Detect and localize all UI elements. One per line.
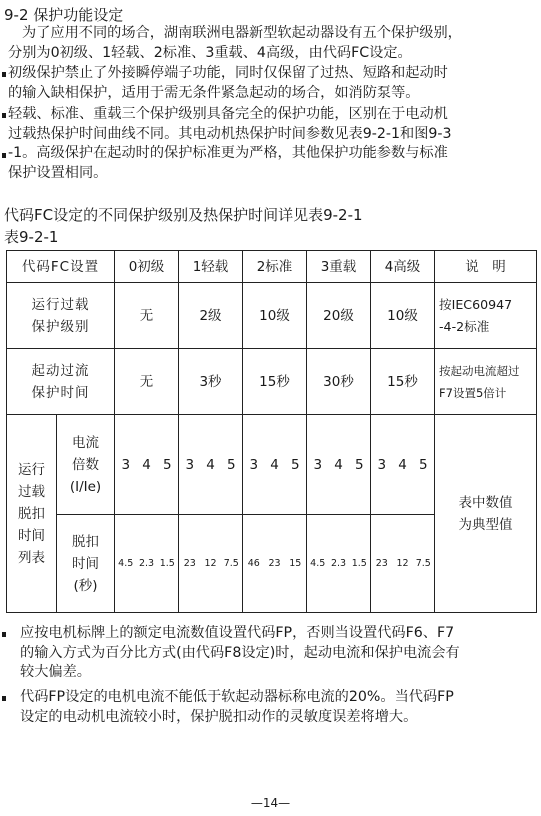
header-code-fc: 代码FC设置	[7, 251, 115, 283]
time-value: 2.3	[138, 557, 155, 569]
time-value: 12	[204, 557, 217, 569]
header-level-0: 0初级	[115, 251, 179, 283]
time-value: 23	[183, 557, 196, 569]
bullet-line: 初级保护禁止了外接瞬停端子功能，同时仅保留了过热、短路和起动时	[8, 65, 448, 81]
note-line: 按起动电流超过	[439, 363, 520, 378]
current-value: 3	[249, 456, 259, 473]
current-value: 5	[227, 456, 236, 473]
table-row-current	[7, 415, 537, 515]
bullet-line: 设定的电动机电流较小时，保护脱扣动作的灵敏度误差将增大。	[20, 708, 418, 725]
table-row-start	[7, 349, 537, 415]
table-label: 表9-2-1	[4, 228, 59, 246]
row-label-line: 起动过流	[31, 362, 90, 379]
bullet-min-current	[20, 688, 454, 727]
intro-paragraph-cont	[8, 44, 412, 64]
time-value: 7.5	[415, 557, 431, 569]
current-value: 5	[291, 456, 300, 473]
table-intro: 代码FC设定的不同保护级别及热保护时间详见表9-2-1	[4, 206, 363, 224]
row-label-line: 保护级别	[31, 318, 90, 335]
table-cell: 15秒	[243, 349, 307, 415]
current-cell	[115, 415, 179, 515]
time-value: 1.5	[159, 557, 175, 569]
table-cell: 2级	[179, 283, 243, 349]
note-line: 按IEC60947	[439, 296, 513, 312]
table-cell: 10级	[243, 283, 307, 349]
bullet-line: 的输入缺相保护，适用于需无条件紧急起动的场合，如消防泵等。	[8, 84, 420, 101]
table-header-row	[7, 251, 537, 283]
current-value: 3	[121, 456, 131, 473]
current-value: 5	[163, 456, 172, 473]
bullet-line: 过载热保护时间曲线不同。其电动机热保护时间参数见表9-2-1和图9-3	[8, 125, 452, 142]
row-note-start	[435, 349, 537, 415]
time-value: 12	[396, 557, 409, 569]
section-title: 9-2 保护功能设定	[4, 6, 124, 24]
sub-label-line: 脱扣	[72, 533, 99, 550]
table-cell: 无	[115, 349, 179, 415]
table-cell: 20级	[307, 283, 371, 349]
time-value: 23	[375, 557, 388, 569]
row-note-overload	[435, 283, 537, 349]
protection-table	[6, 250, 537, 613]
bullet-line: 应按电机标牌上的额定电流数值设置代码FP，否则当设置代码F6、F7	[20, 625, 455, 641]
note-line: 为典型值	[458, 516, 513, 533]
header-level-3: 3重载	[307, 251, 371, 283]
bullet-line: 保护设置相同。	[8, 164, 108, 181]
table-cell: 10级	[371, 283, 435, 349]
bullet-protection-levels	[8, 105, 452, 183]
table-cell: 15秒	[371, 349, 435, 415]
bullet-marker	[2, 113, 6, 118]
sub-label-line: (秒)	[73, 577, 98, 594]
time-cell	[307, 515, 371, 613]
group-label-line: 过载	[18, 483, 45, 500]
group-label-line: 脱扣	[18, 505, 45, 522]
table-row-overload	[7, 283, 537, 349]
bullet-marker	[2, 153, 6, 158]
sub-label-line: 时间	[72, 555, 99, 572]
row-label-trip-group	[7, 415, 57, 613]
sub-label-line: 倍数	[72, 456, 99, 473]
time-cell	[115, 515, 179, 613]
current-value: 3	[313, 456, 323, 473]
bullet-line: 代码FP设定的电机电流不能低于软起动器标称电流的20%。当代码FP	[20, 689, 454, 705]
time-value: 23	[268, 557, 281, 569]
bullet-line: -1。高级保护在起动时的保护标准更为严格，其他保护功能参数与标准	[8, 145, 448, 162]
time-value: 15	[289, 557, 302, 569]
bullet-line: 的输入方式为百分比方式(由代码F8设定)时，起动电流和保护电流会有	[20, 644, 460, 661]
current-cell	[371, 415, 435, 515]
bullet-line: 轻载、标准、重载三个保护级别具备完全的保护功能，区别在于电动机	[8, 106, 448, 122]
time-cell	[179, 515, 243, 613]
time-value: 46	[247, 557, 260, 569]
time-value: 4.5	[118, 557, 134, 569]
bullet-line: 较大偏差。	[20, 664, 91, 681]
row-label-line: 保护时间	[31, 384, 90, 401]
table-cell: 30秒	[307, 349, 371, 415]
current-cell	[307, 415, 371, 515]
time-value: 2.3	[330, 557, 347, 569]
row-label-current-multiple	[57, 415, 115, 515]
group-label-line: 列表	[18, 549, 45, 566]
current-value: 4	[206, 456, 215, 473]
intro-line: 为了应用不同的场合，湖南联洲电器新型软起动器设有五个保护级别，	[22, 25, 462, 41]
row-label-start	[7, 349, 115, 415]
current-value: 3	[185, 456, 195, 473]
group-label-line: 运行	[18, 461, 45, 478]
bullet-marker	[2, 632, 6, 637]
intro-line: 分别为0初级、1轻载、2标准、3重载、4高级，由代码FC设定。	[8, 45, 412, 61]
current-value: 4	[270, 456, 279, 473]
bullet-primary-protection	[8, 64, 448, 103]
time-cell	[371, 515, 435, 613]
page-number: —14—	[250, 796, 291, 810]
row-label-overload	[7, 283, 115, 349]
current-value: 5	[419, 456, 428, 473]
note-line: F7设置5倍计	[439, 385, 507, 400]
header-notes: 说 明	[435, 251, 537, 283]
row-label-line: 运行过载	[31, 296, 90, 313]
time-value: 7.5	[223, 557, 239, 569]
current-cell	[179, 415, 243, 515]
current-value: 4	[334, 456, 343, 473]
header-level-2: 2标准	[243, 251, 307, 283]
time-cell	[243, 515, 307, 613]
bullet-marker	[2, 696, 6, 701]
current-cell	[243, 415, 307, 515]
sub-label-line: (I/Ie)	[69, 478, 102, 495]
bullet-rated-current	[20, 624, 460, 683]
current-value: 4	[142, 456, 151, 473]
note-line: -4-2标准	[439, 318, 490, 334]
sub-label-line: 电流	[72, 434, 99, 451]
header-level-4: 4高级	[371, 251, 435, 283]
note-line: 表中数值	[458, 494, 513, 511]
intro-paragraph	[22, 24, 462, 44]
table-cell: 无	[115, 283, 179, 349]
current-value: 3	[377, 456, 387, 473]
table-cell: 3秒	[179, 349, 243, 415]
current-value: 4	[398, 456, 407, 473]
row-note-trip	[435, 415, 537, 613]
group-label-line: 时间	[18, 527, 45, 544]
time-value: 4.5	[310, 557, 326, 569]
current-value: 5	[355, 456, 364, 473]
time-value: 1.5	[351, 557, 367, 569]
header-level-1: 1轻载	[179, 251, 243, 283]
row-label-trip-time	[57, 515, 115, 613]
bullet-marker	[2, 72, 6, 77]
